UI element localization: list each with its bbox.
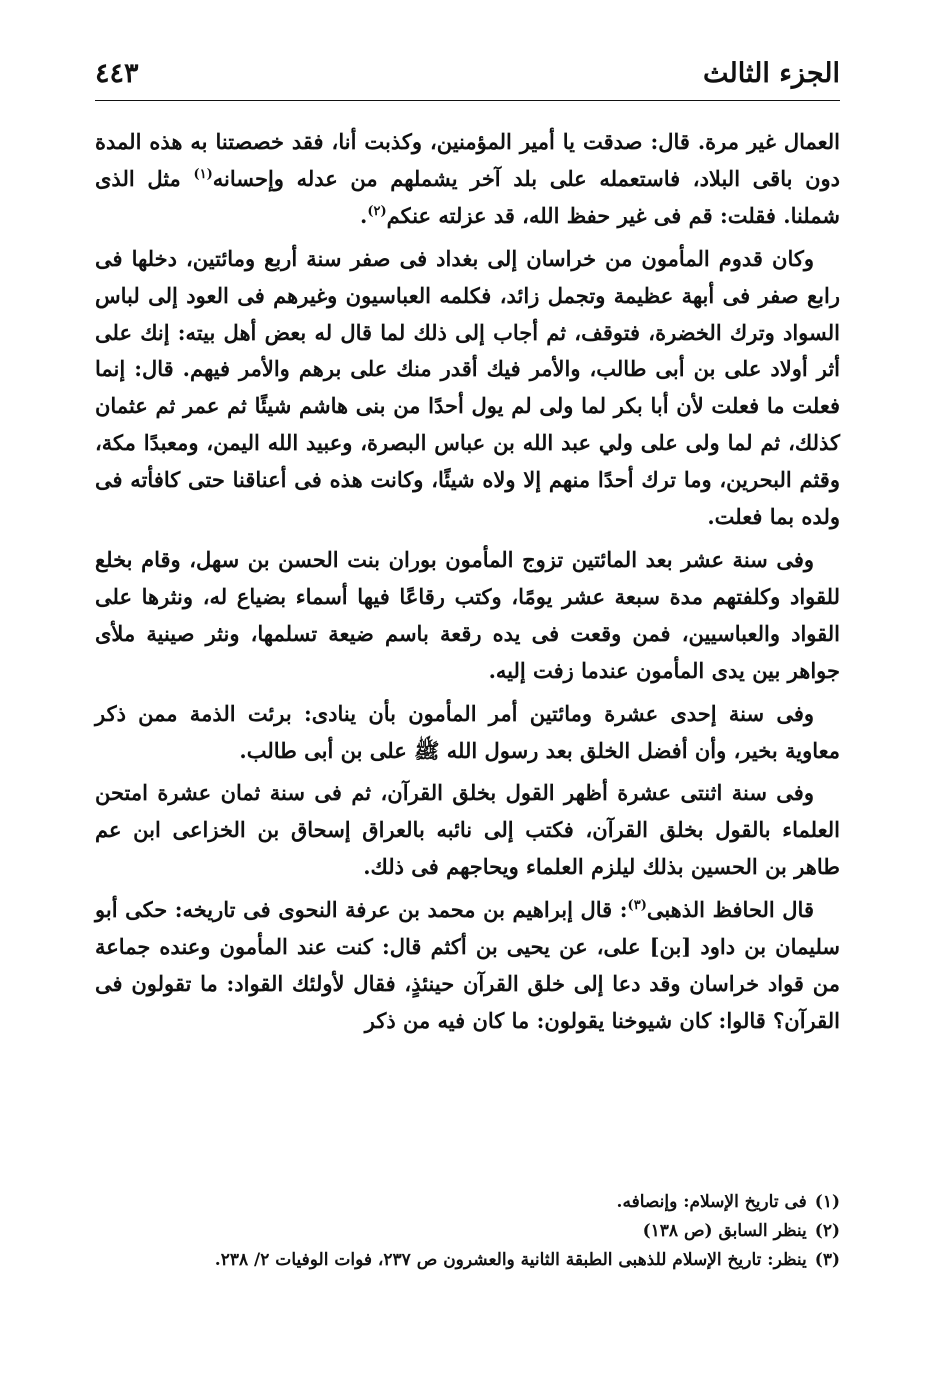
footnote-number: (٢) xyxy=(814,1221,840,1241)
paragraph xyxy=(95,892,840,1040)
paragraph-text: : قال إبراهيم بن محمد بن عرفة النحوى فى تاريخه: حكى أبو سليمان بن داود [بن] على، عن يحيى بن أكثم قال: كنت عند المأمون وعنده جماعة من قواد خراسان وقد دعا إلى خلق القرآن حينئذٍ، فقال لأولئك القواد: ما تقولون فى القرآن؟ قالوا: كان شيوخنا يقولون: ما كان فيه من ذكر xyxy=(95,897,840,1033)
part-title: الجزء الثالث xyxy=(703,58,840,89)
paragraph xyxy=(95,124,840,235)
paragraph: وكان قدوم المأمون من خراسان إلى بغداد فى صفر سنة أربع ومائتين، دخلها فى رابع صفر فى أبهة عظيمة وتجمل زائد، فكلمه العباسيون وغيرهم فى العود إلى لباس السواد وترك الخضرة، فتوقف، ثم أجاب إلى ذلك لما قال له بعض أهل بيته: إنك على أثر أولاد على بن أبى طالب، والأمر فيك أقدر منك على برهم والأمر فيهم. قال: إنما فعلت ما فعلت لأن أبا بكر لما ولى لم يول أحدًا من بنى هاشم شيئًا ثم عمر ثم عثمان كذلك، ثم لما ولى على ولي عبد الله بن عباس البصرة، وعبيد الله اليمن، ومعبدًا مكة، وقثم البحرين، وما ترك أحدًا منهم إلا ولاه شيئًا، وكانت هذه فى أعناقنا حتى كافأته فى ولده بما فعلت. xyxy=(95,245,840,530)
paragraph-text: قال الحافظ الذهبى xyxy=(646,897,814,923)
paragraph: وفى سنة عشر بعد المائتين تزوج المأمون بوران بنت الحسن بن سهل، وقام بخلع للقواد وكلفتهم مدة سبعة عشر يومًا، وكتب رقاعًا فيها أسماء بضياع له، ونثرها على القواد والعباسيين، فمن وقعت فى يده رقعة باسم ضيعة تسلمها، ونثر صينية ملأى جواهر بين يدى المأمون عندما زفت إليه. xyxy=(95,546,840,683)
footnote xyxy=(95,1246,840,1275)
footnote-text: ينظر السابق (ص ١٣٨) xyxy=(642,1221,807,1241)
footnote-ref: (١) xyxy=(193,166,213,182)
footnote-text: ينظر: تاريخ الإسلام للذهبى الطبقة الثانية والعشرون ص ٢٣٧، فوات الوفيات ٢/ ٢٣٨. xyxy=(214,1250,807,1270)
paragraph: وفى سنة إحدى عشرة ومائتين أمر المأمون بأن ينادى: برئت الذمة ممن ذكر معاوية بخير، وأن أفضل الخلق بعد رسول الله ﷺ على بن أبى طالب. xyxy=(95,700,840,763)
footnote-number: (١) xyxy=(814,1192,840,1212)
running-header xyxy=(95,52,840,101)
main-text xyxy=(95,124,840,1046)
paragraph-text: مثل الذى شملنا. فقلت: قم فى غير حفظ الله، قد عزلته عنكم xyxy=(95,165,840,228)
footnote-ref: (٣) xyxy=(627,898,647,914)
page-number: ٤٤٣ xyxy=(95,58,139,89)
paragraph: وفى سنة اثنتى عشرة أظهر القول بخلق القرآن، ثم فى سنة ثمان عشرة امتحن العلماء بالقول بخلق القرآن، فكتب إلى نائبه بالعراق إسحاق بن الخزاعى ابن عم طاهر بن الحسين بذلك ليلزم العلماء ويحاجهم فى ذلك. xyxy=(95,780,840,880)
footnote-text: فى تاريخ الإسلام: وإنصافه. xyxy=(616,1192,807,1212)
paragraph-text: العمال غير مرة. قال: صدقت يا أمير المؤمنين، وكذبت أنا، فقد خصصتنا به هذه المدة دون باقى البلاد، فاستعمله على بلد آخر يشملهم من عدله وإحسانه xyxy=(95,129,840,191)
paragraph-text: . xyxy=(360,202,368,228)
footnotes xyxy=(95,1188,840,1275)
footnote xyxy=(95,1217,840,1246)
footnote-number: (٣) xyxy=(814,1250,840,1270)
footnote xyxy=(95,1188,840,1217)
footnote-ref: (٢) xyxy=(367,203,387,219)
